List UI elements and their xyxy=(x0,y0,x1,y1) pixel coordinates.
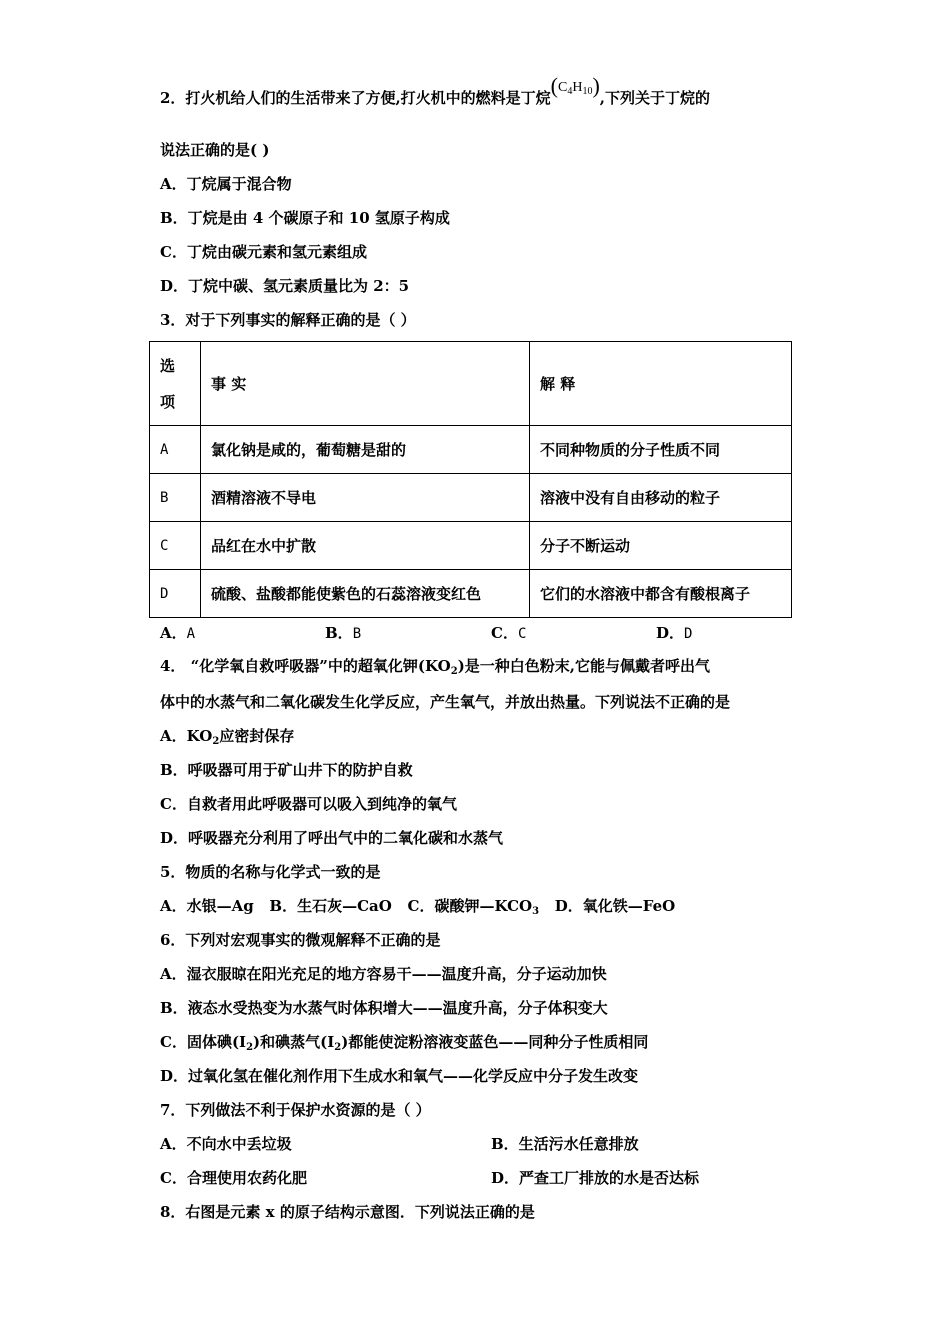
table-header-row xyxy=(150,342,792,426)
row-option: B xyxy=(150,474,201,522)
q4-option-d: D．呼吸器充分利用了呼出气中的二氧化碳和水蒸气 xyxy=(160,829,504,847)
q2-stem-line1 xyxy=(160,73,711,110)
table-row xyxy=(150,570,792,618)
q5-stem: 5．物质的名称与化学式一致的是 xyxy=(160,863,381,881)
q3-stem: 3．对于下列事实的解释正确的是（ ） xyxy=(160,311,416,329)
table-row xyxy=(150,522,792,570)
row-explain: 它们的水溶液中都含有酸根离子 xyxy=(530,570,792,618)
q4-option-c: C．自救者用此呼吸器可以吸入到纯净的氧气 xyxy=(160,795,457,813)
q3-answer-b: B．B xyxy=(325,624,362,642)
table-row xyxy=(150,426,792,474)
q6-option-c: C．固体碘$(I_2)$和碘蒸气$(I_2)$都能使淀粉溶液变蓝色——同种分子性质相同 xyxy=(160,1033,649,1053)
row-fact: 氯化钠是咸的，葡萄糖是甜的 xyxy=(201,426,530,474)
row-fact: 硫酸、盐酸都能使紫色的石蕊溶液变红色 xyxy=(201,570,530,618)
q3-answer-d: D．D xyxy=(656,624,693,642)
q2-option-c: C．丁烷由碳元素和氢元素组成 xyxy=(160,243,367,261)
q7-option-a: A．不向水中丢垃圾 xyxy=(160,1135,292,1153)
q2-stem-part2: ,下列关于丁烷的 xyxy=(599,89,711,107)
row-explain: 溶液中没有自由移动的粒子 xyxy=(530,474,792,522)
q2-stem-line2: 说法正确的是( ) xyxy=(160,141,270,159)
row-option: C xyxy=(150,522,201,570)
q6-option-d: D．过氧化氢在催化剂作用下生成水和氧气——化学反应中分子发生改变 xyxy=(160,1067,639,1085)
header-fact: 事 实 xyxy=(201,342,530,426)
q3-table xyxy=(149,341,792,618)
row-explain: 分子不断运动 xyxy=(530,522,792,570)
q7-stem: 7．下列做法不利于保护水资源的是（ ） xyxy=(160,1101,431,1119)
q6-option-a: A．湿衣服晾在阳光充足的地方容易干——温度升高，分子运动加快 xyxy=(160,965,607,983)
q7-option-d: D．严查工厂排放的水是否达标 xyxy=(491,1169,700,1187)
row-fact: 酒精溶液不导电 xyxy=(201,474,530,522)
q2-stem-part1: 2．打火机给人们的生活带来了方便,打火机中的燃料是丁烷 xyxy=(160,89,551,107)
header-explain: 解 释 xyxy=(530,342,792,426)
q7-option-b: B．生活污水任意排放 xyxy=(491,1135,639,1153)
q4-option-a: A．$KO_2$应密封保存 xyxy=(160,727,295,747)
butane-formula: $(C_4H_{10})$ xyxy=(550,73,600,98)
table-row xyxy=(150,474,792,522)
row-option: D xyxy=(150,570,201,618)
row-option: A xyxy=(150,426,201,474)
header-option: 选 项 xyxy=(150,342,201,426)
row-fact: 品红在水中扩散 xyxy=(201,522,530,570)
q4-stem-line1: 4． “化学氧自救呼吸器”中的超氧化钾$(KO_2)$是一种白色粉末,它能与佩戴者呼出气 xyxy=(160,657,711,677)
q5-options: A．水银—Ag B．生石灰—CaO C．碳酸钾$—KCO_3$ D．氧化铁—FeO xyxy=(160,897,676,917)
q7-option-c: C．合理使用农药化肥 xyxy=(160,1169,307,1187)
q2-option-a: A．丁烷属于混合物 xyxy=(160,175,292,193)
row-explain: 不同种物质的分子性质不同 xyxy=(530,426,792,474)
q8-stem: 8．右图是元素 x 的原子结构示意图．下列说法正确的是 xyxy=(160,1203,535,1221)
q4-option-b: B．呼吸器可用于矿山井下的防护自救 xyxy=(160,761,413,779)
q2-option-b: B．丁烷是由 4 个碳原子和 10 氢原子构成 xyxy=(160,209,450,227)
q6-option-b: B．液态水受热变为水蒸气时体积增大——温度升高，分子体积变大 xyxy=(160,999,608,1017)
q2-option-d: D．丁烷中碳、氢元素质量比为 2：5 xyxy=(160,277,410,295)
q6-stem: 6．下列对宏观事实的微观解释不正确的是 xyxy=(160,931,441,949)
q4-stem-line2: 体中的水蒸气和二氧化碳发生化学反应，产生氧气，并放出热量。下列说法不正确的是 xyxy=(160,693,731,711)
q3-answer-a: A．A xyxy=(160,624,196,642)
q3-answer-c: C．C xyxy=(491,624,527,642)
